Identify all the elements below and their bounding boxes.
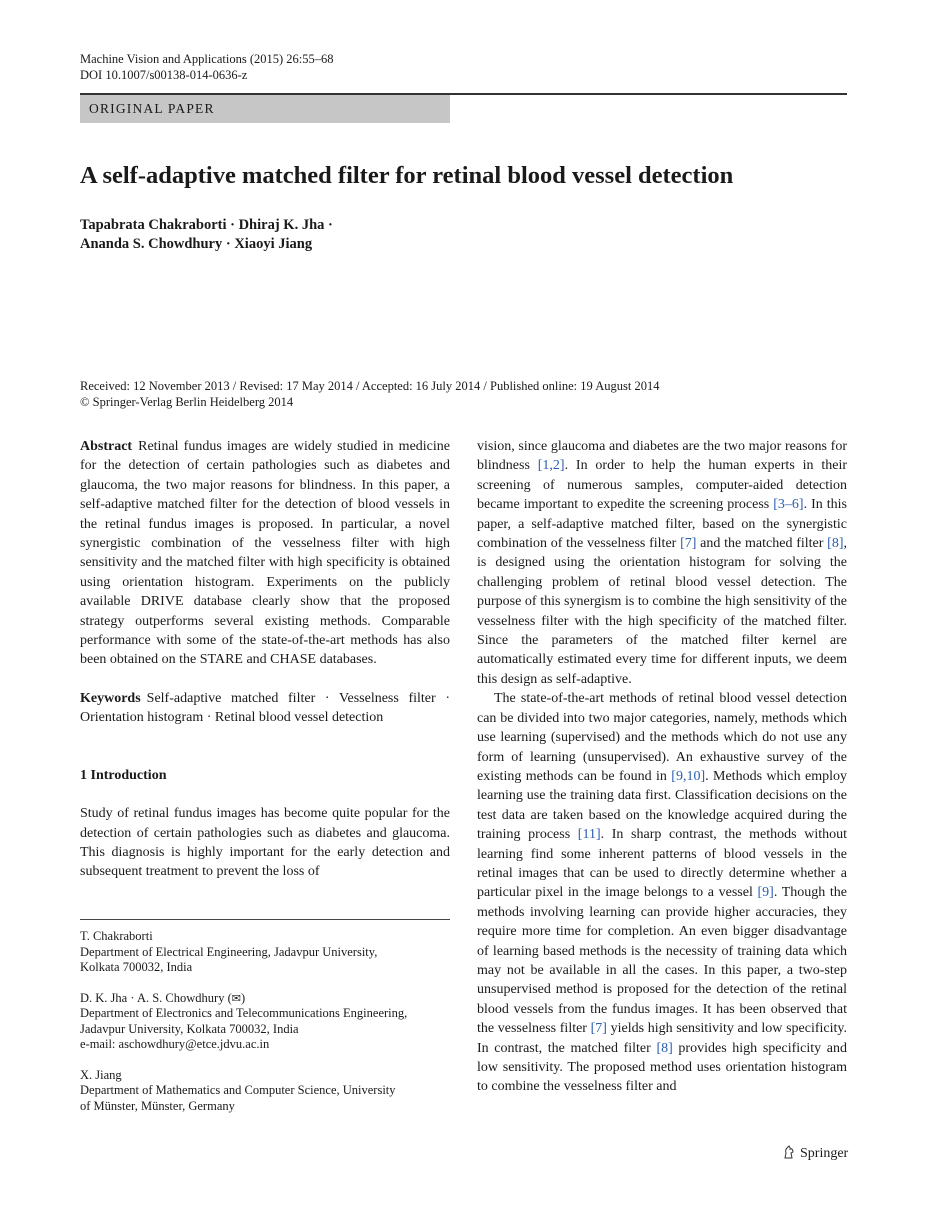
left-column bbox=[80, 437, 450, 882]
paper-title: A self-adaptive matched filter for retinal blood vessel detection bbox=[80, 162, 734, 189]
citation-link[interactable]: [7] bbox=[590, 1021, 607, 1037]
affiliation-email[interactable]: e-mail: aschowdhury@etce.jdvu.ac.in bbox=[80, 1037, 270, 1051]
section-heading-introduction: 1 Introduction bbox=[80, 767, 167, 783]
publication-dates bbox=[80, 378, 659, 410]
history-dates: Received: 12 November 2013 / Revised: 17 May 2014 / Accepted: 16 July 2014 / Published online: 19 August 2014 bbox=[80, 379, 660, 393]
author-list bbox=[80, 216, 333, 254]
text-run: provides high specificity and low sensitivity. The proposed method uses orientation histogram to combine the vesselness filter and bbox=[477, 1040, 847, 1095]
citation-link[interactable]: [1,2] bbox=[537, 458, 565, 474]
affiliation-1 bbox=[80, 929, 460, 976]
affiliation-name: D. K. Jha · A. S. Chowdhury ( bbox=[80, 990, 232, 1005]
springer-horse-icon bbox=[782, 1145, 796, 1159]
right-paragraph-1 bbox=[477, 437, 847, 689]
affiliation-dept: Department of Mathematics and Computer Science, University bbox=[80, 1083, 396, 1097]
abstract-label: Abstract bbox=[80, 439, 133, 454]
text-run: vision, since glaucoma and diabetes are the two major reasons for blindness bbox=[477, 439, 847, 474]
citation-link[interactable]: [8] bbox=[827, 536, 844, 552]
citation-link[interactable]: [9] bbox=[757, 885, 774, 901]
authors-line-1: Tapabrata Chakraborti · Dhiraj K. Jha · bbox=[80, 217, 333, 233]
citation-link[interactable]: [11] bbox=[577, 827, 601, 843]
abstract-text: Retinal fundus images are widely studied in medicine for the detection of certain pathologies such as diabetes and glaucoma, the two major reasons for blindness. In this paper, a self-adaptive matched filter for the detection of blood vessels in the retinal fundus images is proposed. In particular, a novel synergistic combination of the vesselness filter with high sensitivity and the matched filter with high specificity is obtained using orientation histogram. Experiments on the publicly available DRIVE database clearly show that the proposed strategy outperforms several existing methods. Comparable performance with some of the state-of-the-art methods has also been obtained on the STARE and CHASE databases. bbox=[80, 439, 450, 668]
text-run: . Though the methods involving learning can provide higher accuracies, they require more time for completion. An even bigger disadvantage of learning based methods is the necessity of training data which may not be available in all the cases. In this paper, a two-step unsupervised method is proposed for the detection of the retinal blood vessels from the fundus images. It has been observed that the vesselness filter bbox=[477, 885, 847, 1037]
affiliation-name: X. Jiang bbox=[80, 1067, 122, 1082]
text-run: The state-of-the-art methods of retinal blood vessel detection can be divided into two major categories, namely, methods which use learning (supervised) and the methods which do not use any form of learning (unsupervised). An exhaustive survey of the existing methods can be found in bbox=[477, 691, 847, 784]
affiliation-city: Jadavpur University, Kolkata 700032, India bbox=[80, 1021, 299, 1036]
right-paragraph-2 bbox=[477, 689, 847, 1097]
text-run: , is designed using the orientation histogram for solving the challenging problem of retinal blood vessel detection. The purpose of this synergism is to combine the high sensitivity of the vesselness filter with the high specificity of the matched filter. Since the parameters of the matched filter kernel are automatically estimated every time for different inputs, we deem this design as self-adaptive. bbox=[477, 536, 847, 687]
affiliation-dept: Department of Electrical Engineering, Jadavpur University, bbox=[80, 944, 378, 959]
text-run: . In order to help the human experts in their screening of numerous samples, computer-aided detection became important to expedite the screening process bbox=[477, 458, 848, 513]
doi: DOI 10.1007/s00138-014-0636-z bbox=[80, 68, 248, 82]
text-run: . In this paper, a self-adaptive matched filter, based on the synergistic combination of the vesselness filter bbox=[477, 497, 847, 552]
citation-link[interactable]: [3–6] bbox=[773, 497, 804, 513]
copyright: © Springer-Verlag Berlin Heidelberg 2014 bbox=[80, 395, 294, 409]
intro-paragraph: Study of retinal fundus images has become quite popular for the detection of certain pathologies such as diabetes and glaucoma. This diagnosis is highly important for the early detection and subsequent treatment to prevent the loss of bbox=[80, 806, 450, 880]
text-run: . In sharp contrast, the methods without learning find some inherent patterns of blood vessels in the retinal images that can be used to directly determine whether a particular pixel in the image belongs to a vessel bbox=[477, 827, 847, 901]
affiliation-3 bbox=[80, 1068, 460, 1115]
article-type-badge: ORIGINAL PAPER bbox=[80, 95, 450, 123]
keywords-label: Keywords bbox=[80, 690, 141, 706]
affiliation-city: of Münster, Münster, Germany bbox=[80, 1098, 235, 1113]
footnote-rule bbox=[80, 919, 450, 920]
abstract bbox=[80, 437, 450, 670]
text-run: yields high sensitivity and low specificity. In contrast, the matched filter bbox=[477, 1021, 847, 1056]
text-run: and the matched filter bbox=[696, 536, 828, 552]
journal-info bbox=[80, 51, 334, 83]
text-run: . Methods which employ learning use the training data first. Classification decisions on the test data are taken based on the knowledge acquired during the training process bbox=[477, 768, 847, 843]
citation-link[interactable]: [7] bbox=[680, 536, 697, 552]
affiliation-name: T. Chakraborti bbox=[80, 929, 153, 943]
publisher-name: Springer bbox=[800, 1146, 849, 1161]
keywords bbox=[80, 689, 450, 728]
affiliation-2 bbox=[80, 991, 460, 1053]
publisher-logo bbox=[782, 1145, 848, 1163]
right-column bbox=[477, 437, 847, 1097]
citation-link[interactable]: [9,10] bbox=[671, 768, 706, 784]
envelope-icon: ✉ bbox=[231, 991, 241, 1005]
authors-line-2: Ananda S. Chowdhury · Xiaoyi Jiang bbox=[80, 236, 313, 252]
affiliation-dept: Department of Electronics and Telecommunications Engineering, bbox=[80, 1006, 408, 1020]
affiliation-city: Kolkata 700032, India bbox=[80, 960, 193, 974]
keywords-text: Self-adaptive matched filter · Vesselness filter · Orientation histogram · Retinal blood vessel detection bbox=[80, 690, 450, 726]
author-affiliations bbox=[80, 929, 460, 1129]
citation-link[interactable]: [8] bbox=[656, 1040, 673, 1056]
journal-citation: Machine Vision and Applications (2015) 26:55–68 bbox=[80, 52, 334, 66]
affiliation-name-end: ) bbox=[240, 990, 246, 1005]
